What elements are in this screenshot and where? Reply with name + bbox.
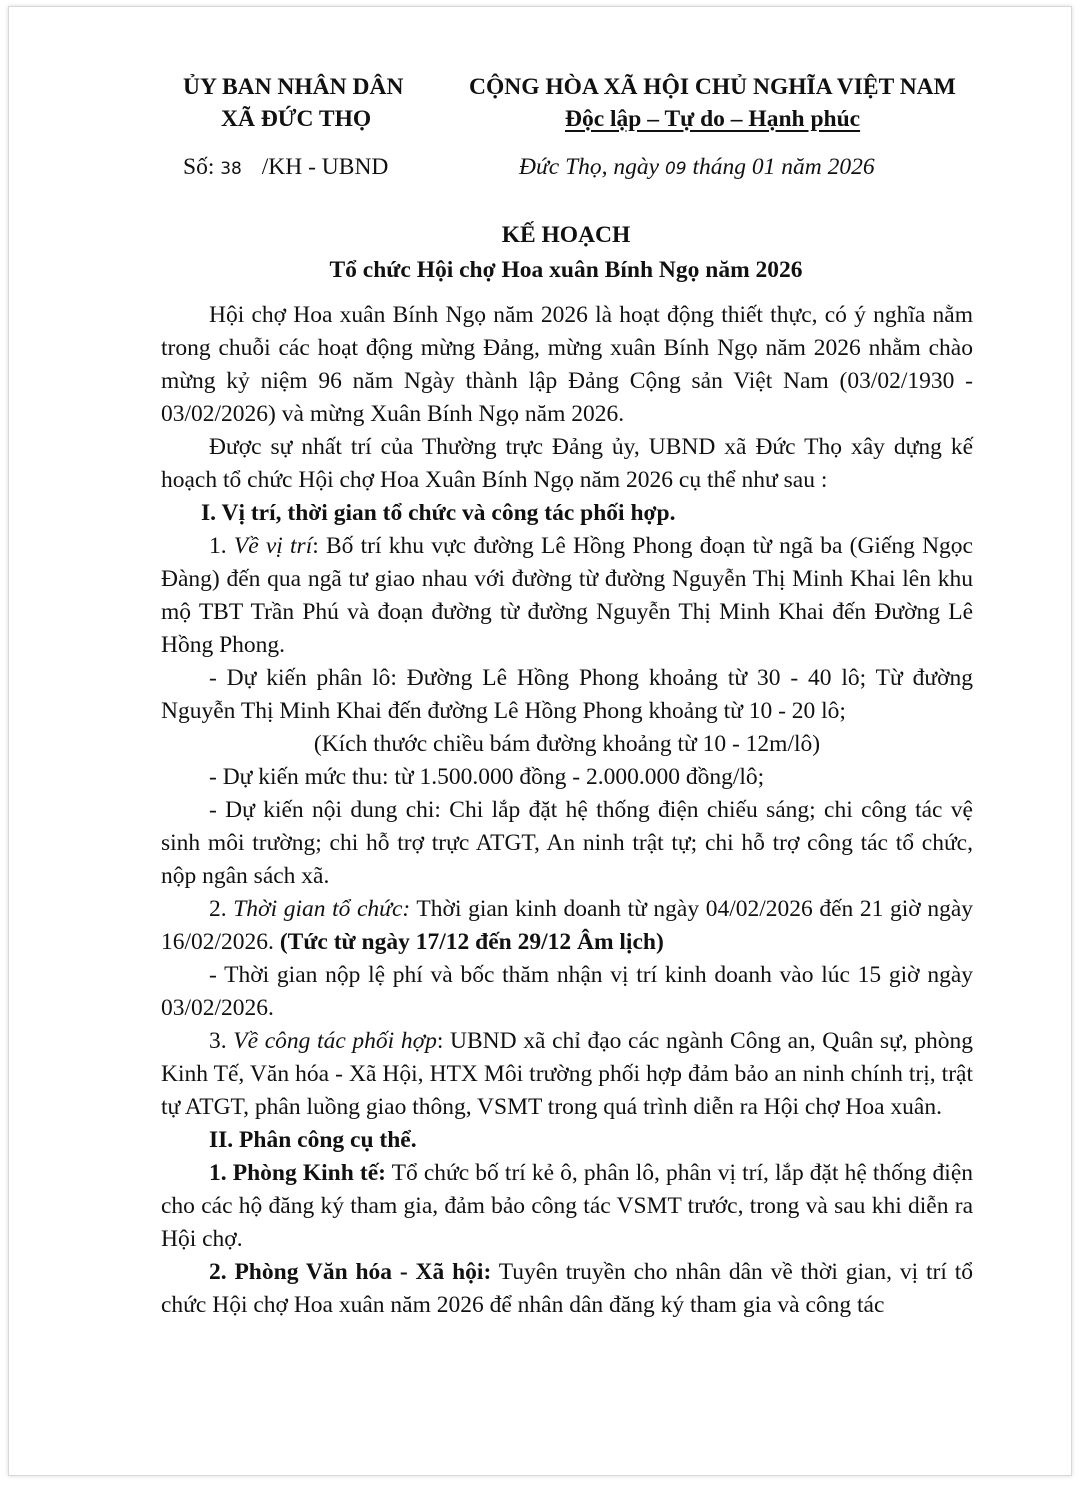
item-number: 2. — [209, 896, 234, 922]
intro-paragraph-1: Hội chợ Hoa xuân Bính Ngọ năm 2026 là hoạt động thiết thực, có ý nghĩa nằm trong chuỗi các hoạt động mừng Đảng, mừng xuân Bính Ngọ năm 2026 nhằm chào mừng kỷ niệm 96 năm Ngày thành lập Đảng Cộng sản Việt Nam (03/02/1930 - 03/02/2026) và mừng Xuân Bính Ngọ năm 2026. — [161, 302, 973, 427]
section-1-item-3 — [161, 1025, 973, 1124]
document-title: KẾ HOẠCH — [501, 222, 631, 248]
section-1-bullet-3: - Dự kiến nội dung chi: Chi lắp đặt hệ thống điện chiếu sáng; chi công tác vệ sinh môi trường; chi hỗ trợ trực ATGT, An ninh trật tự; chi hỗ trợ công tác tổ chức, nộp ngân sách xã. — [161, 797, 973, 889]
section-1-bullet-1: - Dự kiến phân lô: Đường Lê Hồng Phong khoảng từ 30 - 40 lô; Từ đường Nguyễn Thị Minh Khai đến đường Lê Hồng Phong khoảng từ 10 - 20 lô; — [161, 665, 973, 724]
document-subtitle: Tổ chức Hội chợ Hoa xuân Bính Ngọ năm 2026 — [329, 257, 803, 283]
national-motto: Độc lập – Tự do – Hạnh phúc — [565, 106, 861, 132]
item-title: Về vị trí — [233, 533, 313, 559]
section-1-item-2 — [161, 893, 973, 959]
item-title: 1. Phòng Kinh tế: — [209, 1160, 386, 1186]
document-number-value: 38 — [220, 159, 242, 179]
item-title: Thời gian tổ chức: — [233, 896, 411, 922]
section-1-item-1 — [161, 530, 973, 662]
commune-name: XÃ ĐỨC THỌ — [221, 106, 372, 132]
item-title: 2. Phòng Văn hóa - Xã hội: — [209, 1259, 492, 1285]
item-text: Tuyên truyền cho nhân dân về thời gian, vị trí tổ chức Hội chợ Hoa xuân năm 2026 để nhân dân đăng ký tham gia và công tác — [161, 1259, 973, 1318]
item-title: Về công tác phối hợp — [233, 1028, 437, 1054]
item-lunar-note: (Tức từ ngày 17/12 đến 29/12 Âm lịch) — [279, 929, 664, 955]
document-number-suffix: /KH - UBND — [261, 154, 389, 180]
document-date — [519, 151, 875, 186]
section-2-item-2 — [161, 1256, 973, 1322]
section-1-bullet-2: - Dự kiến mức thu: từ 1.500.000 đồng - 2.000.000 đồng/lô; — [209, 764, 765, 790]
document-body — [161, 299, 973, 1322]
item-number: 1. — [209, 533, 234, 559]
document-page — [8, 6, 1072, 1476]
document-number — [183, 151, 388, 186]
document-number-label: Số: — [183, 154, 215, 180]
date-day: 09 — [664, 159, 687, 179]
item-text: : Bố trí khu vực đường Lê Hồng Phong đoạn từ ngã ba (Giếng Ngọc Đàng) đến qua ngã tư giao nhau với đường từ đường Nguyễn Thị Minh Khai lên khu mộ TBT Trần Phú và đoạn đường từ đường Nguyễn Thị Minh Khai đến Đường Lê Hồng Phong. — [161, 533, 973, 658]
agency-name: ỦY BAN NHÂN DÂN — [183, 74, 404, 100]
section-2-heading: II. Phân công cụ thể. — [209, 1127, 417, 1153]
section-2-item-1 — [161, 1157, 973, 1256]
date-prefix: Đức Thọ, ngày — [519, 154, 660, 180]
date-rest: tháng 01 năm 2026 — [692, 154, 875, 180]
item-text: Tổ chức bố trí kẻ ô, phân lô, phân vị trí, lắp đặt hệ thống điện cho các hộ đăng ký tham gia, đảm bảo công tác VSMT trước, trong và sau khi diễn ra Hội chợ. — [161, 1160, 973, 1252]
item-text: : UBND xã chỉ đạo các ngành Công an, Quân sự, phòng Kinh Tế, Văn hóa - Xã Hội, HTX Môi trường phối hợp đảm bảo an ninh chính trị, trật tự ATGT, phân luồng giao thông, VSMT trong quá trình diễn ra Hội chợ Hoa xuân. — [161, 1028, 974, 1120]
national-title: CỘNG HÒA XÃ HỘI CHỦ NGHĨA VIỆT NAM — [469, 74, 956, 100]
section-1-heading: I. Vị trí, thời gian tổ chức và công tác phối hợp. — [201, 500, 676, 526]
item-text: Thời gian kinh doanh từ ngày 04/02/2026 đến 21 giờ ngày 16/02/2026. — [161, 896, 973, 955]
section-1-item-2-bullet: - Thời gian nộp lệ phí và bốc thăm nhận vị trí kinh doanh vào lúc 15 giờ ngày 03/02/2026. — [161, 962, 973, 1021]
intro-paragraph-2: Được sự nhất trí của Thường trực Đảng ủy, UBND xã Đức Thọ xây dựng kế hoạch tổ chức Hội chợ Hoa Xuân Bính Ngọ năm 2026 cụ thể như sau : — [161, 434, 973, 493]
section-1-bullet-1-note: (Kích thước chiều bám đường khoảng từ 10 - 12m/lô) — [313, 731, 821, 757]
item-number: 3. — [209, 1028, 234, 1054]
